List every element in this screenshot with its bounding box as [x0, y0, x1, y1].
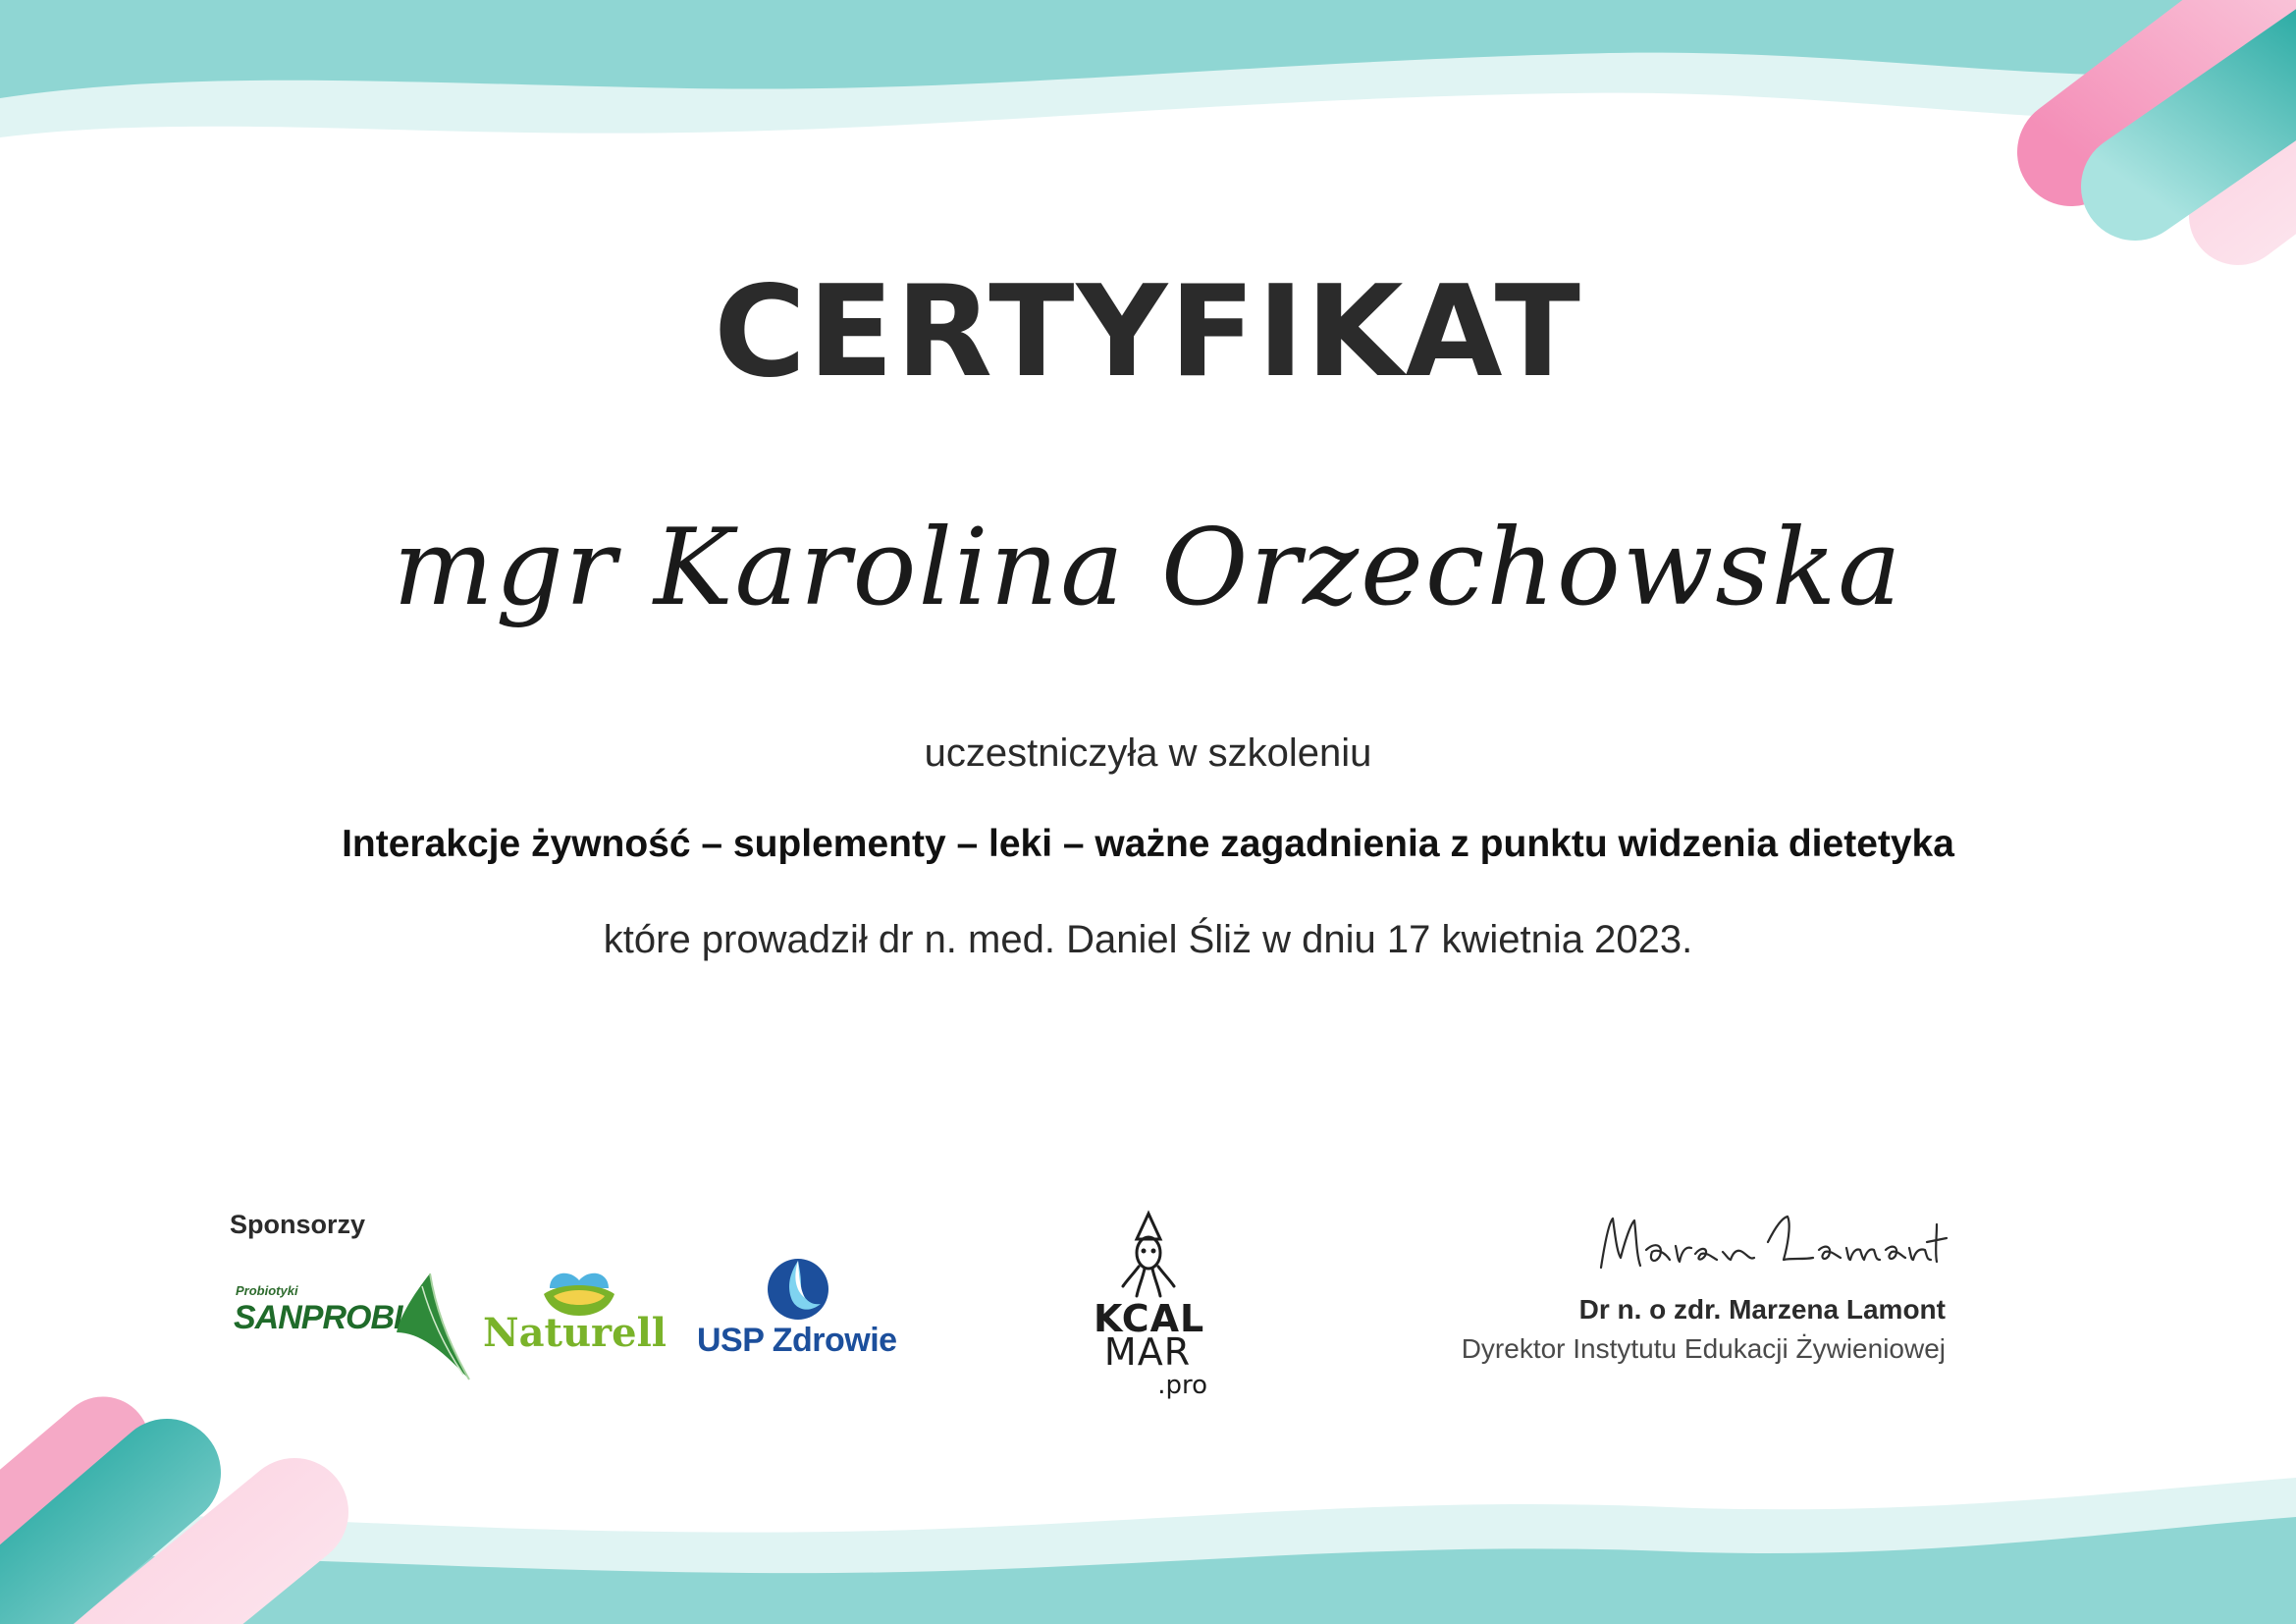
kcalmar-squid-icon [1119, 1210, 1178, 1300]
sanprobi-wordmark: SANPROBI [234, 1299, 402, 1336]
certificate-title: CERTYFIKAT [714, 259, 1582, 406]
participation-text: uczestniczyła w szkoleniu [924, 731, 1372, 775]
handwritten-signature [1595, 1203, 1949, 1291]
recipient-name: mgr Karolina Orzechowska [393, 507, 1903, 629]
usp-zdrowie-wordmark: USP Zdrowie [697, 1322, 897, 1359]
kcalmar-line3: .pro [1157, 1371, 1207, 1400]
course-leader-text: które prowadził dr n. med. Daniel Śliż w dniu 17 kwietnia 2023. [603, 918, 1693, 961]
kcalmar-logo [1080, 1210, 1217, 1406]
naturell-logo [481, 1267, 667, 1370]
kcalmar-line1: KCAL [1094, 1297, 1205, 1340]
course-title: Interakcje żywność – suplementy – leki – ważne zagadnienia z punktu widzenia dietetyka [342, 823, 1954, 865]
sanprobi-tagline: Probiotyki [236, 1283, 298, 1298]
signatory-name: Dr n. o zdr. Marzena Lamont [1578, 1294, 1946, 1325]
sanprobi-logo [234, 1272, 474, 1384]
usp-zdrowie-logo [697, 1257, 908, 1365]
kcalmar-line2: MAR [1103, 1330, 1192, 1374]
naturell-wordmark: Naturell [483, 1310, 667, 1356]
naturell-flower-icon [540, 1267, 618, 1316]
usp-drop-icon [766, 1257, 830, 1322]
sanprobi-leaf-icon [393, 1272, 476, 1384]
signatory-role: Dyrektor Instytutu Edukacji Żywieniowej [1461, 1333, 1946, 1364]
sponsors-heading: Sponsorzy [230, 1210, 366, 1239]
